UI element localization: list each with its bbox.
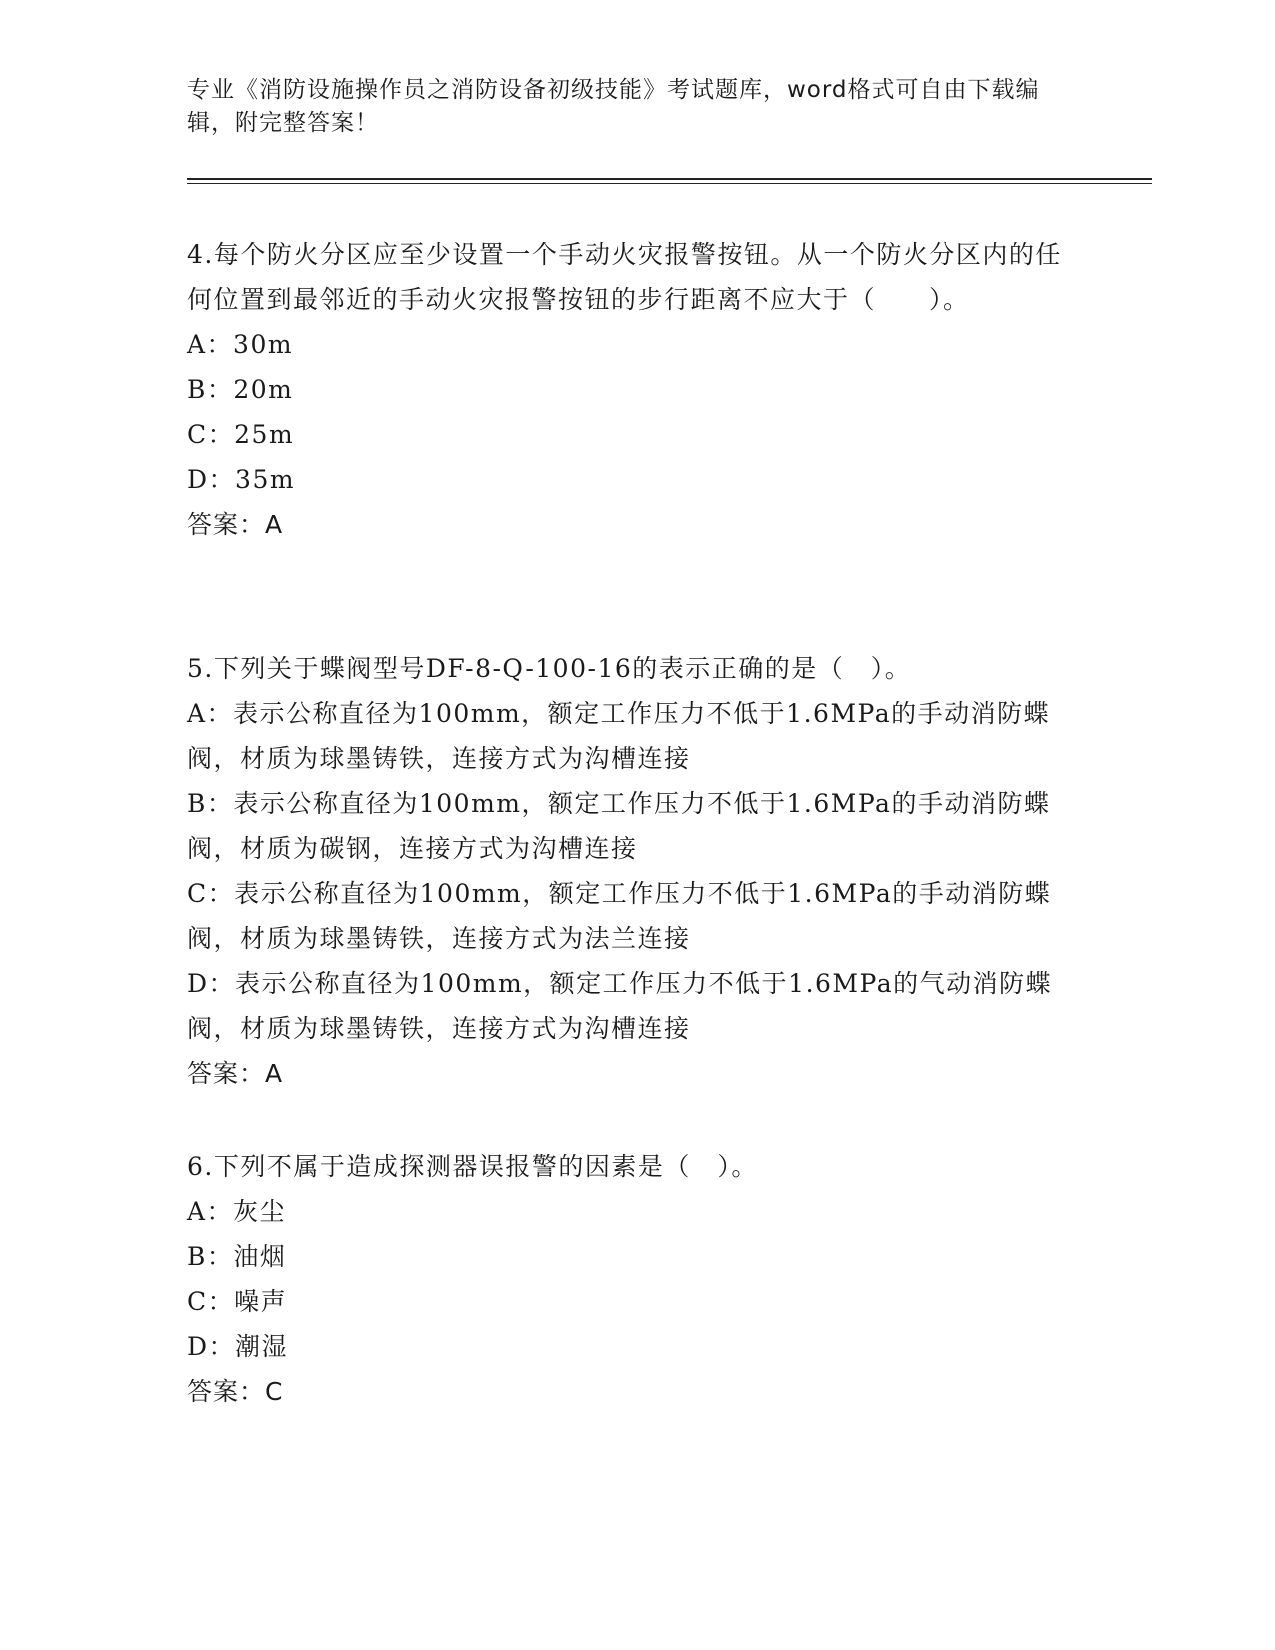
- option-c: C：表示公称直径为100mm，额定工作压力不低于1.6MPa的手动消防蝶阀，材质为球墨铸铁，连接方式为法兰连接: [187, 879, 1052, 953]
- header-divider: [187, 178, 1152, 184]
- option-a: A：30m: [187, 330, 294, 359]
- question-5: [187, 646, 1087, 1096]
- answer: 答案：A: [187, 510, 284, 539]
- question-stem: 4.每个防火分区应至少设置一个手动火灾报警按钮。从一个防火分区内的任何位置到最邻近的手动火灾报警按钮的步行距离不应大于（ ）。: [187, 240, 1062, 314]
- option-b: B：表示公称直径为100mm，额定工作压力不低于1.6MPa的手动消防蝶阀，材质为碳钢，连接方式为沟槽连接: [187, 789, 1051, 863]
- option-d: D：35m: [187, 465, 296, 494]
- document-header: 专业《消防设施操作员之消防设备初级技能》考试题库，word格式可自由下载编辑，附完整答案！: [187, 77, 1040, 136]
- question-6: [187, 1144, 1087, 1414]
- option-b: B：油烟: [187, 1242, 287, 1271]
- option-a: A：表示公称直径为100mm，额定工作压力不低于1.6MPa的手动消防蝶阀，材质为球墨铸铁，连接方式为沟槽连接: [187, 699, 1051, 773]
- question-4: [187, 232, 1087, 547]
- question-stem: 5.下列关于蝶阀型号DF-8-Q-100-16的表示正确的是（ ）。: [187, 654, 912, 683]
- option-d: D：潮湿: [187, 1332, 289, 1361]
- option-c: C：25m: [187, 420, 295, 449]
- question-stem: 6.下列不属于造成探测器误报警的因素是（ ）。: [187, 1152, 758, 1181]
- answer: 答案：C: [187, 1377, 284, 1406]
- option-d: D：表示公称直径为100mm，额定工作压力不低于1.6MPa的气动消防蝶阀，材质为球墨铸铁，连接方式为沟槽连接: [187, 969, 1053, 1043]
- answer: 答案：A: [187, 1059, 284, 1088]
- document-page: [187, 0, 1152, 1650]
- option-c: C：噪声: [187, 1287, 288, 1316]
- option-b: B：20m: [187, 375, 294, 404]
- option-a: A：灰尘: [187, 1197, 287, 1226]
